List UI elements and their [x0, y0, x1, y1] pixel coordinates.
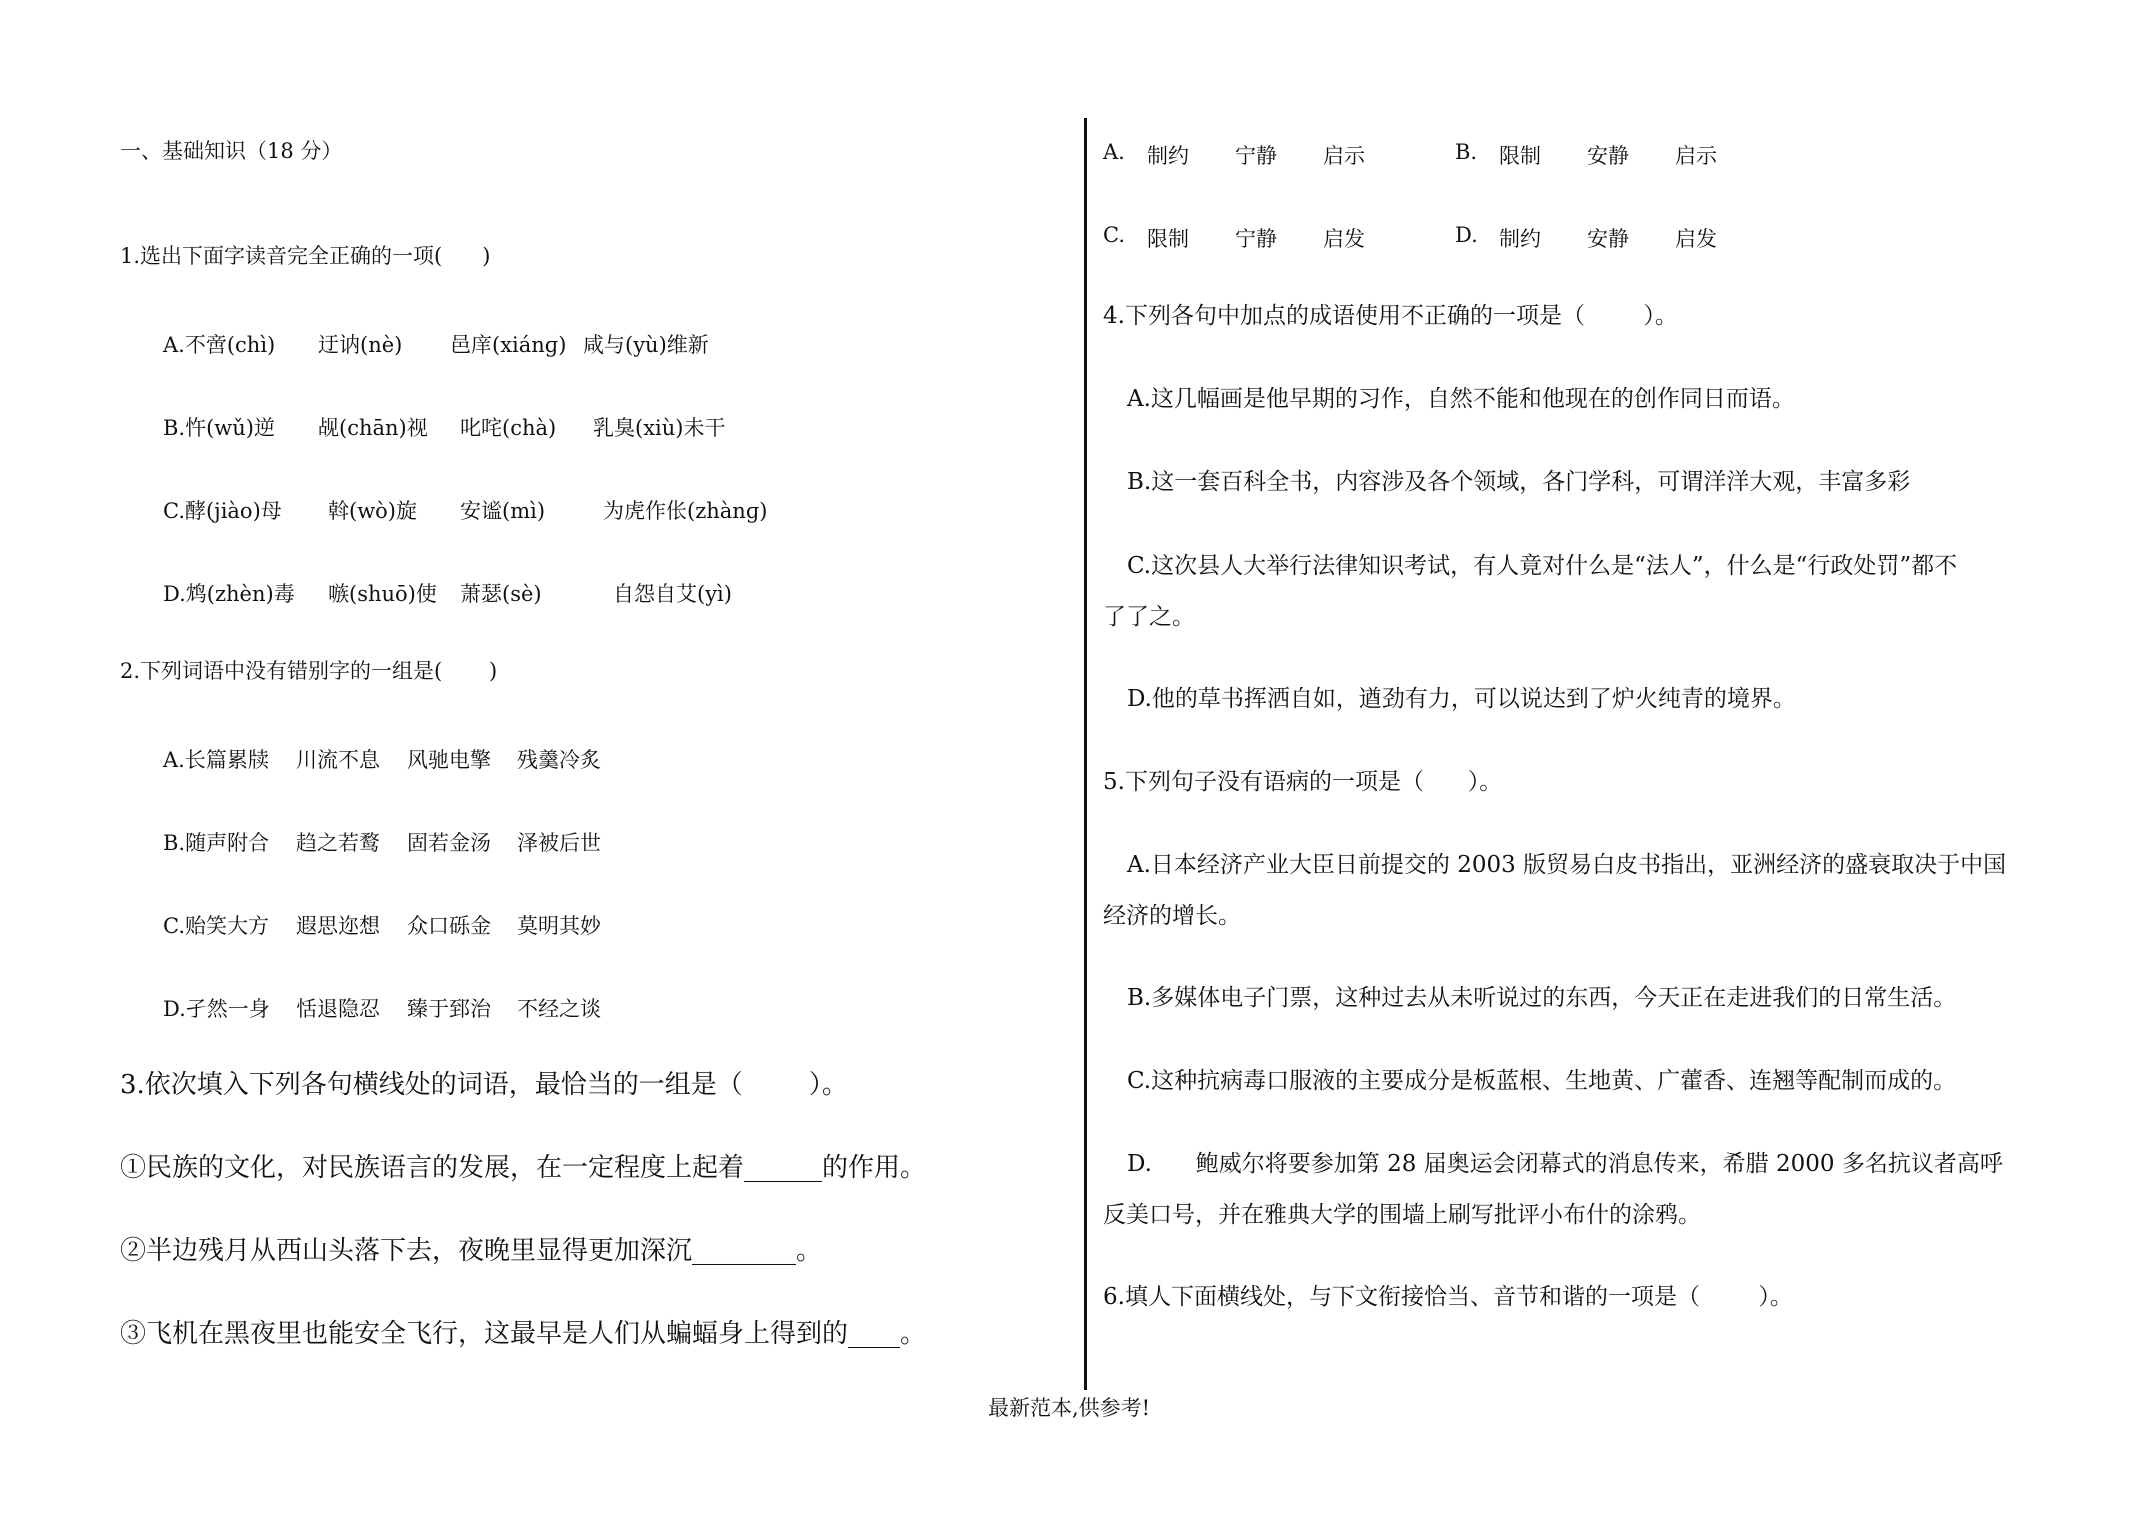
question-3-options-row-2: [1103, 223, 1717, 253]
question-4-option-c-line-2: 了了之。: [1103, 604, 1195, 630]
question-1-option-a: [163, 329, 709, 359]
question-4-option-b: B.这一套百科全书，内容涉及各个领域，各门学科，可谓洋洋大观，丰富多彩: [1127, 469, 1911, 495]
option-item: C.贻笑大方: [163, 914, 269, 938]
question-2-stem: 2.下列词语中没有错别字的一组是( ): [120, 659, 498, 683]
option-word: 制约: [1147, 144, 1189, 168]
option-item: 咸与(yù)维新: [583, 333, 709, 357]
question-2-option-d: [163, 993, 601, 1023]
option-item: 众口砾金: [407, 914, 491, 938]
option-letter: C.: [1103, 223, 1125, 247]
question-5-option-d-line-1: D. 鲍威尔将要参加第 28 届奥运会闭幕式的消息传来，希腊 2000 多名抗议者高呼: [1127, 1151, 2003, 1177]
question-5-stem: 5.下列句子没有语病的一项是（ ）。: [1103, 769, 1503, 795]
option-word: 宁静: [1235, 144, 1277, 168]
option-item: A.不啻(chì): [163, 333, 276, 357]
option-word: 限制: [1499, 144, 1541, 168]
option-letter: A.: [1103, 140, 1125, 164]
option-item: 萧瑟(sè): [460, 582, 542, 606]
option-item: 固若金汤: [407, 831, 491, 855]
question-1-option-d: [163, 578, 732, 608]
question-3-line-2: ②半边残月从西山头落下去，夜晚里显得更加深沉________。: [120, 1236, 823, 1266]
option-item: 乳臭(xiù)未干: [593, 416, 726, 440]
option-item: B.忤(wǔ)逆: [163, 416, 275, 440]
option-item: 风驰电擎: [407, 748, 491, 772]
option-item: 趋之若鹜: [296, 831, 380, 855]
option-word: 启发: [1675, 227, 1717, 251]
question-1-option-b: [163, 412, 725, 442]
question-1-option-c: [163, 495, 767, 525]
option-item: 斡(wò)旋: [328, 499, 418, 523]
option-item: 安谧(mì): [460, 499, 546, 523]
column-divider: [1084, 118, 1087, 1390]
option-item: 嗾(shuō)使: [328, 582, 437, 606]
question-5-option-a-line-2: 经济的增长。: [1103, 903, 1241, 929]
option-item: D.鸩(zhèn)毒: [163, 582, 295, 606]
option-word: 启示: [1323, 144, 1365, 168]
question-4-option-d: D.他的草书挥洒自如，遒劲有力，可以说达到了炉火纯青的境界。: [1127, 686, 1796, 712]
option-item: 迂讷(nè): [318, 333, 403, 357]
option-item: 臻于郅治: [407, 997, 491, 1021]
page-footer: 最新范本,供参考!: [988, 1396, 1151, 1420]
option-item: 莫明其妙: [517, 914, 601, 938]
question-4-stem: 4.下列各句中加点的成语使用不正确的一项是（ ）。: [1103, 303, 1678, 329]
option-word: 启发: [1323, 227, 1365, 251]
question-5-option-a-line-1: A.日本经济产业大臣日前提交的 2003 版贸易白皮书指出，亚洲经济的盛衰取决于中国: [1127, 852, 2007, 878]
option-item: 邑庠(xiánɡ): [450, 333, 567, 357]
question-2-option-a: [163, 744, 601, 774]
question-4-option-c-line-1: C.这次县人大举行法律知识考试，有人竟对什么是“法人”，什么是“行政处罚”都不: [1127, 553, 1958, 579]
question-2-option-b: [163, 827, 601, 857]
option-item: 泽被后世: [517, 831, 601, 855]
option-word: 安静: [1587, 144, 1629, 168]
option-item: 恬退隐忍: [296, 997, 380, 1021]
question-5-option-c: C.这种抗病毒口服液的主要成分是板蓝根、生地黄、广藿香、连翘等配制而成的。: [1127, 1068, 1957, 1094]
option-item: 遐思迩想: [296, 914, 380, 938]
question-3-line-1: ①民族的文化，对民族语言的发展，在一定程度上起着______的作用。: [120, 1153, 927, 1183]
option-word: 安静: [1587, 227, 1629, 251]
question-3-stem: 3.依次填入下列各句横线处的词语，最恰当的一组是（ ）。: [120, 1070, 848, 1100]
option-item: D.孑然一身: [163, 997, 270, 1021]
question-5-option-d-line-2: 反美口号，并在雅典大学的围墙上刷写批评小布什的涂鸦。: [1103, 1202, 1701, 1228]
option-word: 制约: [1499, 227, 1541, 251]
question-5-option-b: B.多媒体电子门票，这种过去从未听说过的东西，今天正在走进我们的日常生活。: [1127, 985, 1957, 1011]
question-2-option-c: [163, 910, 601, 940]
option-item: C.酵(jiào)母: [163, 499, 282, 523]
option-item: 自怨自艾(yì): [613, 582, 732, 606]
section-title: 一、基础知识（18 分）: [120, 139, 343, 163]
option-word: 宁静: [1235, 227, 1277, 251]
question-6-stem: 6.填人下面横线处，与下文衔接恰当、音节和谐的一项是（ ）。: [1103, 1284, 1793, 1310]
question-4-option-a: A.这几幅画是他早期的习作，自然不能和他现在的创作同日而语。: [1127, 386, 1795, 412]
question-1-stem: 1.选出下面字读音完全正确的一项( ): [120, 244, 491, 268]
option-word: 启示: [1675, 144, 1717, 168]
option-item: 为虎作伥(zhànɡ): [603, 499, 768, 523]
option-item: 觇(chān)视: [318, 416, 428, 440]
option-item: A.长篇累牍: [163, 748, 269, 772]
option-item: 叱咤(chà): [460, 416, 557, 440]
option-letter: B.: [1455, 140, 1478, 164]
option-item: 残羹冷炙: [517, 748, 601, 772]
option-item: 不经之谈: [517, 997, 601, 1021]
question-3-line-3: ③飞机在黑夜里也能安全飞行，这最早是人们从蝙蝠身上得到的____。: [120, 1319, 927, 1349]
option-letter: D.: [1455, 223, 1478, 247]
question-3-options-row-1: [1103, 140, 1717, 170]
option-word: 限制: [1147, 227, 1189, 251]
option-item: B.随声附合: [163, 831, 270, 855]
option-item: 川流不息: [296, 748, 380, 772]
